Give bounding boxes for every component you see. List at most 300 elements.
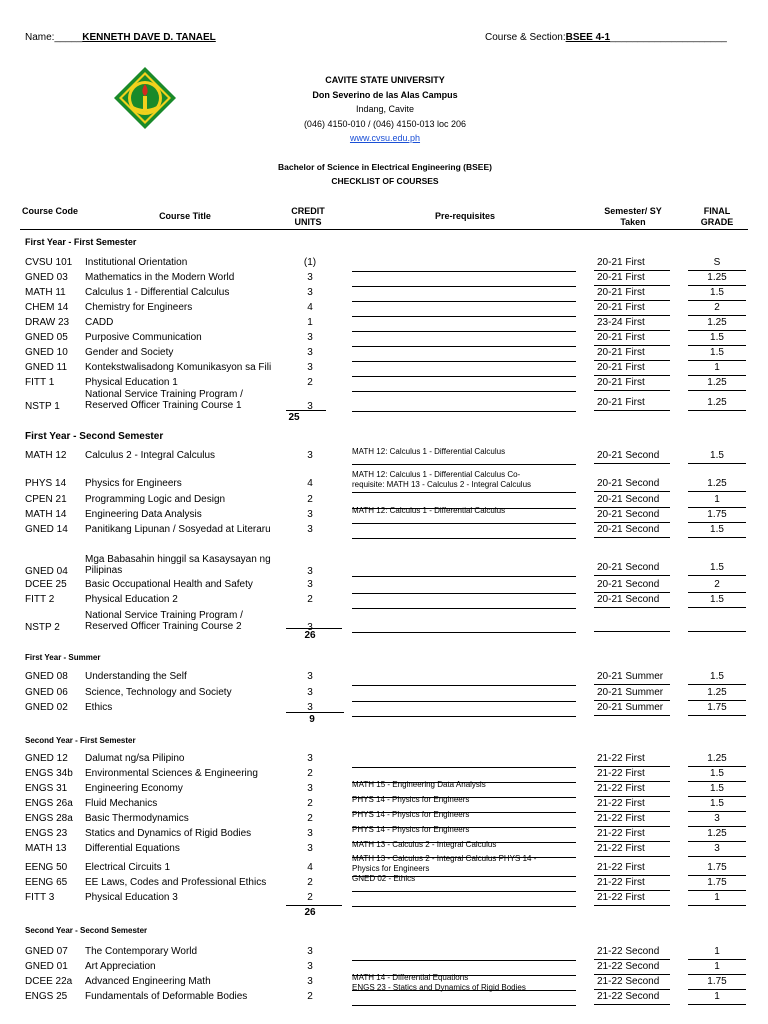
prerequisite-text: PHYS 14 - Physics for Engineers bbox=[352, 795, 470, 804]
col-header-title: Course Title bbox=[159, 211, 211, 221]
course-code: GNED 01 bbox=[25, 961, 68, 972]
final-grade: 1.75 bbox=[707, 877, 727, 888]
semester-taken: 20-21 First bbox=[597, 397, 645, 408]
semester-line bbox=[594, 507, 670, 508]
course-row bbox=[0, 470, 768, 493]
course-code: GNED 04 bbox=[25, 566, 68, 577]
course-title: Understanding the Self bbox=[85, 671, 187, 682]
course-code: GNED 06 bbox=[25, 687, 68, 698]
course-code: GNED 07 bbox=[25, 946, 68, 957]
course-row bbox=[0, 946, 768, 961]
final-grade: 1.75 bbox=[707, 702, 727, 713]
course-row bbox=[0, 983, 768, 1006]
course-row bbox=[0, 524, 768, 539]
credit-units: 2 bbox=[307, 813, 313, 824]
total-rule bbox=[286, 712, 344, 713]
prerequisite-text: MATH 15 - Engineering Data Analysis bbox=[352, 780, 486, 789]
semester-line bbox=[594, 796, 670, 797]
final-grade: 1.5 bbox=[710, 450, 724, 461]
semester-taken: 20-21 Second bbox=[597, 509, 660, 520]
grade-line bbox=[688, 841, 746, 842]
course-code: GNED 03 bbox=[25, 272, 68, 283]
credit-units: 3 bbox=[307, 687, 313, 698]
town: Indang, Cavite bbox=[355, 104, 415, 114]
credit-units: 3 bbox=[307, 961, 313, 972]
semester-taken: 21-22 Second bbox=[597, 946, 660, 957]
course-row bbox=[0, 610, 768, 633]
grade-line bbox=[688, 989, 746, 990]
semester-line bbox=[594, 330, 670, 331]
credit-units: 3 bbox=[307, 347, 313, 358]
website-link[interactable]: www.cvsu.edu.ph bbox=[349, 133, 421, 143]
course-code: FITT 2 bbox=[25, 594, 55, 605]
course-title: Basic Thermodynamics bbox=[85, 813, 189, 824]
prerequisite-line bbox=[352, 391, 576, 392]
grade-line bbox=[688, 463, 746, 464]
final-grade: S bbox=[713, 257, 721, 268]
grade-line bbox=[688, 507, 746, 508]
course-title: Engineering Economy bbox=[85, 783, 183, 794]
course-row bbox=[0, 272, 768, 287]
credit-units: (1) bbox=[303, 257, 317, 268]
grade-line bbox=[688, 826, 746, 827]
course-title: The Contemporary World bbox=[85, 946, 198, 957]
credit-units: 3 bbox=[307, 509, 313, 520]
course-title: Differential Equations bbox=[85, 843, 180, 854]
course-row bbox=[0, 753, 768, 768]
course-title: EE Laws, Codes and Professional Ethics bbox=[85, 877, 267, 888]
credit-units: 4 bbox=[307, 478, 313, 489]
student-name: KENNETH DAVE D. TANAEL bbox=[82, 32, 216, 43]
semester-taken: 20-21 First bbox=[597, 347, 645, 358]
grade-line bbox=[688, 796, 746, 797]
semester-taken: 21-22 First bbox=[597, 892, 645, 903]
course-title: Institutional Orientation bbox=[85, 257, 188, 268]
final-grade: 1.5 bbox=[710, 783, 724, 794]
credit-units: 2 bbox=[307, 494, 313, 505]
semester-line bbox=[594, 781, 670, 782]
prerequisite-line bbox=[352, 464, 576, 465]
course-code: GNED 11 bbox=[25, 362, 68, 373]
credit-units: 3 bbox=[307, 946, 313, 957]
credit-units: 2 bbox=[307, 377, 313, 388]
course-row bbox=[0, 554, 768, 577]
grade-line bbox=[688, 270, 746, 271]
semester-taken: 21-22 First bbox=[597, 843, 645, 854]
semester-line bbox=[594, 875, 670, 876]
credit-units: 3 bbox=[307, 450, 313, 461]
section-total-units: 26 bbox=[304, 907, 316, 918]
prerequisite-line bbox=[352, 492, 576, 493]
final-grade: 1.25 bbox=[707, 753, 727, 764]
semester-line bbox=[594, 315, 670, 316]
grade-line bbox=[688, 856, 746, 857]
total-rule bbox=[286, 628, 342, 629]
course-row bbox=[0, 702, 768, 717]
semester-taken: 20-21 Summer bbox=[597, 687, 664, 698]
credit-units: 3 bbox=[307, 671, 313, 682]
credit-units: 3 bbox=[307, 843, 313, 854]
total-rule bbox=[286, 905, 342, 906]
grade-line bbox=[688, 715, 746, 716]
section-total-units: 26 bbox=[304, 630, 316, 641]
grade-line bbox=[688, 285, 746, 286]
grade-line bbox=[688, 959, 746, 960]
course-title: Advanced Engineering Math bbox=[85, 976, 211, 987]
course-row bbox=[0, 362, 768, 377]
credit-units: 2 bbox=[307, 991, 313, 1002]
course-row bbox=[0, 302, 768, 317]
final-grade: 1.25 bbox=[707, 397, 727, 408]
semester-taken: 20-21 First bbox=[597, 362, 645, 373]
prerequisite-text: MATH 13 - Calculus 2 - Integral Calculus PHYS 14 - Physics for Engineers bbox=[352, 854, 537, 873]
course-title: Calculus 1 - Differential Calculus bbox=[85, 287, 230, 298]
semester-line bbox=[594, 841, 670, 842]
semester-taken: 21-22 Second bbox=[597, 961, 660, 972]
grade-line bbox=[688, 766, 746, 767]
credit-units: 2 bbox=[307, 594, 313, 605]
semester-line bbox=[594, 491, 670, 492]
course-code: NSTP 1 bbox=[25, 401, 60, 412]
course-code: FITT 1 bbox=[25, 377, 55, 388]
semester-line bbox=[594, 989, 670, 990]
course-title: Ethics bbox=[85, 702, 113, 713]
course-title: Science, Technology and Society bbox=[85, 687, 232, 698]
semester-taken: 21-22 First bbox=[597, 798, 645, 809]
prerequisite-line bbox=[352, 538, 576, 539]
col-header-units: CREDIT UNITS bbox=[291, 206, 325, 227]
final-grade: 1.25 bbox=[707, 272, 727, 283]
grade-line bbox=[688, 360, 746, 361]
course-code: NSTP 2 bbox=[25, 622, 60, 633]
semester-line bbox=[594, 959, 670, 960]
course-title: CADD bbox=[85, 317, 114, 328]
semester-taken: 20-21 First bbox=[597, 377, 645, 388]
semester-taken: 20-21 Second bbox=[597, 562, 660, 573]
course-row bbox=[0, 892, 768, 907]
course-code: GNED 05 bbox=[25, 332, 68, 343]
course-code: GNED 02 bbox=[25, 702, 68, 713]
prerequisite-line bbox=[352, 1005, 576, 1006]
section-label: Second Year - Second Semester bbox=[25, 926, 148, 935]
credit-units: 3 bbox=[307, 362, 313, 373]
credit-units: 3 bbox=[307, 524, 313, 535]
university-seal-logo bbox=[113, 66, 177, 130]
prerequisite-text: MATH 12: Calculus 1 - Differential Calculus bbox=[352, 506, 506, 515]
program-title: Bachelor of Science in Electrical Engineering (BSEE) bbox=[278, 162, 492, 172]
final-grade: 1 bbox=[714, 892, 720, 903]
course-code: ENGS 26a bbox=[25, 798, 73, 809]
credit-units: 3 bbox=[307, 287, 313, 298]
semester-line bbox=[594, 607, 670, 608]
name-field: Name:_____KENNETH DAVE D. TANAEL bbox=[25, 32, 216, 43]
course-code: CVSU 101 bbox=[25, 257, 73, 268]
semester-taken: 20-21 First bbox=[597, 257, 645, 268]
credit-units: 4 bbox=[307, 302, 313, 313]
course-title: Physics for Engineers bbox=[85, 478, 182, 489]
final-grade: 1.5 bbox=[710, 287, 724, 298]
final-grade: 3 bbox=[714, 813, 720, 824]
section-label: First Year - First Semester bbox=[25, 237, 137, 247]
course-row bbox=[0, 389, 768, 412]
grade-line bbox=[688, 1004, 746, 1005]
section-total-units: 25 bbox=[288, 412, 300, 423]
semester-line bbox=[594, 390, 670, 391]
grade-line bbox=[688, 811, 746, 812]
semester-taken: 20-21 Second bbox=[597, 478, 660, 489]
final-grade: 3 bbox=[714, 843, 720, 854]
semester-taken: 20-21 Second bbox=[597, 594, 660, 605]
credit-units: 2 bbox=[307, 768, 313, 779]
grade-line bbox=[688, 410, 746, 411]
grade-line bbox=[688, 875, 746, 876]
col-header-code: Course Code bbox=[21, 206, 78, 216]
final-grade: 1.5 bbox=[710, 798, 724, 809]
university-name: CAVITE STATE UNIVERSITY bbox=[325, 75, 445, 85]
prerequisite-line bbox=[352, 906, 576, 907]
credit-units: 2 bbox=[307, 798, 313, 809]
course-code: ENGS 31 bbox=[25, 783, 68, 794]
course-title: National Service Training Program / Reserved Officer Training Course 1 bbox=[85, 389, 243, 411]
credit-units: 3 bbox=[307, 783, 313, 794]
credit-units: 3 bbox=[307, 579, 313, 590]
course-row bbox=[0, 332, 768, 347]
course-title: Fluid Mechanics bbox=[85, 798, 158, 809]
final-grade: 1.25 bbox=[707, 687, 727, 698]
col-header-semester: Semester/ SY Taken bbox=[604, 206, 662, 227]
course-title: Purposive Communication bbox=[85, 332, 202, 343]
course-title: Mathematics in the Modern World bbox=[85, 272, 235, 283]
course-row bbox=[0, 317, 768, 332]
semester-taken: 21-22 First bbox=[597, 783, 645, 794]
credit-units: 3 bbox=[307, 566, 313, 577]
final-grade: 1.25 bbox=[707, 828, 727, 839]
credit-units: 3 bbox=[307, 332, 313, 343]
course-code: CHEM 14 bbox=[25, 302, 69, 313]
course-row bbox=[0, 671, 768, 686]
grade-line bbox=[688, 522, 746, 523]
semester-line bbox=[594, 575, 670, 576]
prerequisite-line bbox=[352, 576, 576, 577]
course-section-field: Course & Section:BSEE 4-1_____________________ bbox=[485, 32, 727, 43]
course-code: MATH 13 bbox=[25, 843, 67, 854]
section-label: Second Year - First Semester bbox=[25, 736, 136, 745]
prerequisite-line bbox=[352, 685, 576, 686]
grade-line bbox=[688, 781, 746, 782]
section-label: First Year - Second Semester bbox=[25, 431, 164, 442]
final-grade: 1.25 bbox=[707, 478, 727, 489]
col-header-grade: FINAL GRADE bbox=[700, 206, 734, 227]
credit-units: 3 bbox=[307, 976, 313, 987]
final-grade: 1 bbox=[714, 961, 720, 972]
course-row bbox=[0, 687, 768, 702]
prerequisite-text: PHYS 14 - Physics for Engineers bbox=[352, 825, 470, 834]
course-row bbox=[0, 874, 768, 892]
semester-line bbox=[594, 285, 670, 286]
semester-line bbox=[594, 811, 670, 812]
final-grade: 1.5 bbox=[710, 768, 724, 779]
semester-line bbox=[594, 360, 670, 361]
final-grade: 1.5 bbox=[710, 524, 724, 535]
course-row bbox=[0, 347, 768, 362]
header-rule bbox=[20, 229, 748, 230]
col-header-prereq: Pre-requisites bbox=[434, 211, 496, 221]
course-code: EENG 50 bbox=[25, 862, 68, 873]
prerequisite-line bbox=[352, 608, 576, 609]
prerequisite-line bbox=[352, 632, 576, 633]
final-grade: 1.25 bbox=[707, 377, 727, 388]
semester-line bbox=[594, 300, 670, 301]
grade-line bbox=[688, 345, 746, 346]
final-grade: 1.75 bbox=[707, 509, 727, 520]
semester-line bbox=[594, 522, 670, 523]
course-code: EENG 65 bbox=[25, 877, 68, 888]
grade-line bbox=[688, 330, 746, 331]
final-grade: 2 bbox=[714, 302, 720, 313]
semester-line bbox=[594, 700, 670, 701]
prerequisite-line bbox=[352, 411, 576, 412]
course-title: Electrical Circuits 1 bbox=[85, 862, 171, 873]
final-grade: 2 bbox=[714, 579, 720, 590]
course-title: Mga Babasahin hinggil sa Kasaysayan ng Pilipinas bbox=[85, 554, 271, 576]
semester-taken: 21-22 Second bbox=[597, 976, 660, 987]
course-title: Statics and Dynamics of Rigid Bodies bbox=[85, 828, 252, 839]
final-grade: 1.5 bbox=[710, 671, 724, 682]
final-grade: 1 bbox=[714, 362, 720, 373]
course-title: Kontekstwalisadong Komunikasyon sa Fili bbox=[85, 362, 272, 373]
grade-line bbox=[688, 375, 746, 376]
semester-taken: 20-21 First bbox=[597, 302, 645, 313]
grade-line bbox=[688, 575, 746, 576]
semester-line bbox=[594, 631, 670, 632]
course-row bbox=[0, 579, 768, 594]
semester-line bbox=[594, 684, 670, 685]
grade-line bbox=[688, 631, 746, 632]
credit-units: 3 bbox=[307, 828, 313, 839]
grade-line bbox=[688, 300, 746, 301]
final-grade: 1 bbox=[714, 494, 720, 505]
semester-line bbox=[594, 537, 670, 538]
semester-line bbox=[594, 592, 670, 593]
course-title: Physical Education 3 bbox=[85, 892, 178, 903]
grade-line bbox=[688, 700, 746, 701]
course-section-value: BSEE 4-1 bbox=[565, 32, 611, 43]
prerequisite-text: MATH 12: Calculus 1 - Differential Calculus bbox=[352, 447, 506, 456]
grade-line bbox=[688, 390, 746, 391]
campus-name: Don Severino de las Alas Campus bbox=[312, 90, 458, 100]
semester-line bbox=[594, 270, 670, 271]
credit-units: 3 bbox=[307, 272, 313, 283]
grade-line bbox=[688, 607, 746, 608]
credit-units: 3 bbox=[307, 401, 313, 412]
course-title: Gender and Society bbox=[85, 347, 174, 358]
semester-taken: 20-21 Summer bbox=[597, 702, 664, 713]
course-title: Engineering Data Analysis bbox=[85, 509, 202, 520]
semester-taken: 20-21 Second bbox=[597, 579, 660, 590]
final-grade: 1.5 bbox=[710, 332, 724, 343]
section-total-units: 9 bbox=[309, 714, 315, 725]
course-code: MATH 11 bbox=[25, 287, 66, 298]
semester-line bbox=[594, 974, 670, 975]
grade-line bbox=[688, 890, 746, 891]
credit-units: 2 bbox=[307, 892, 313, 903]
semester-taken: 23-24 First bbox=[597, 317, 645, 328]
course-title: Basic Occupational Health and Safety bbox=[85, 579, 253, 590]
course-title: Environmental Sciences & Engineering bbox=[85, 768, 258, 779]
prerequisite-text: MATH 13 - Calculus 2 - Integral Calculus bbox=[352, 840, 497, 849]
semester-line bbox=[594, 905, 670, 906]
semester-line bbox=[594, 856, 670, 857]
credit-units: 3 bbox=[307, 702, 313, 713]
course-title: Calculus 2 - Integral Calculus bbox=[85, 450, 216, 461]
course-code: DCEE 25 bbox=[25, 579, 67, 590]
semester-taken: 20-21 Second bbox=[597, 450, 660, 461]
course-code: FITT 3 bbox=[25, 892, 55, 903]
course-row bbox=[0, 506, 768, 524]
semester-line bbox=[594, 890, 670, 891]
credit-units: 3 bbox=[307, 753, 313, 764]
semester-taken: 21-22 First bbox=[597, 813, 645, 824]
prerequisite-line bbox=[352, 716, 576, 717]
final-grade: 1.5 bbox=[710, 562, 724, 573]
course-title: Physical Education 1 bbox=[85, 377, 178, 388]
semester-line bbox=[594, 766, 670, 767]
course-title: Panitikang Lipunan / Sosyedad at Literaru bbox=[85, 524, 271, 535]
credit-units: 2 bbox=[307, 877, 313, 888]
grade-line bbox=[688, 905, 746, 906]
course-row bbox=[0, 594, 768, 609]
semester-taken: 21-22 First bbox=[597, 877, 645, 888]
semester-line bbox=[594, 410, 670, 411]
course-title: Programming Logic and Design bbox=[85, 494, 226, 505]
course-code: CPEN 21 bbox=[25, 494, 67, 505]
semester-taken: 21-22 First bbox=[597, 862, 645, 873]
semester-line bbox=[594, 715, 670, 716]
final-grade: 1.75 bbox=[707, 976, 727, 987]
semester-taken: 20-21 First bbox=[597, 332, 645, 343]
course-row bbox=[0, 287, 768, 302]
course-title: Fundamentals of Deformable Bodies bbox=[85, 991, 248, 1002]
semester-taken: 20-21 First bbox=[597, 287, 645, 298]
semester-taken: 21-22 Second bbox=[597, 991, 660, 1002]
total-rule bbox=[286, 410, 326, 411]
credit-units: 3 bbox=[307, 622, 313, 633]
course-code: GNED 08 bbox=[25, 671, 68, 682]
course-title: Physical Education 2 bbox=[85, 594, 178, 605]
prerequisite-text: ENGS 23 - Statics and Dynamics of Rigid Bodies bbox=[352, 983, 526, 992]
course-code: ENGS 25 bbox=[25, 991, 68, 1002]
course-title: Chemistry for Engineers bbox=[85, 302, 193, 313]
semester-line bbox=[594, 345, 670, 346]
grade-line bbox=[688, 684, 746, 685]
final-grade: 1.75 bbox=[707, 862, 727, 873]
grade-line bbox=[688, 315, 746, 316]
course-code: ENGS 28a bbox=[25, 813, 73, 824]
semester-line bbox=[594, 826, 670, 827]
grade-line bbox=[688, 974, 746, 975]
semester-taken: 20-21 Second bbox=[597, 524, 660, 535]
course-row bbox=[0, 447, 768, 465]
section-label: First Year - Summer bbox=[25, 653, 101, 662]
prerequisite-text: GNED 02 - Ethics bbox=[352, 874, 416, 883]
course-code: GNED 10 bbox=[25, 347, 68, 358]
course-code: DCEE 22a bbox=[25, 976, 73, 987]
semester-taken: 20-21 Summer bbox=[597, 671, 664, 682]
prerequisite-text: PHYS 14 - Physics for Engineers bbox=[352, 810, 470, 819]
course-code: GNED 14 bbox=[25, 524, 68, 535]
course-code: GNED 12 bbox=[25, 753, 68, 764]
credit-units: 1 bbox=[307, 317, 313, 328]
